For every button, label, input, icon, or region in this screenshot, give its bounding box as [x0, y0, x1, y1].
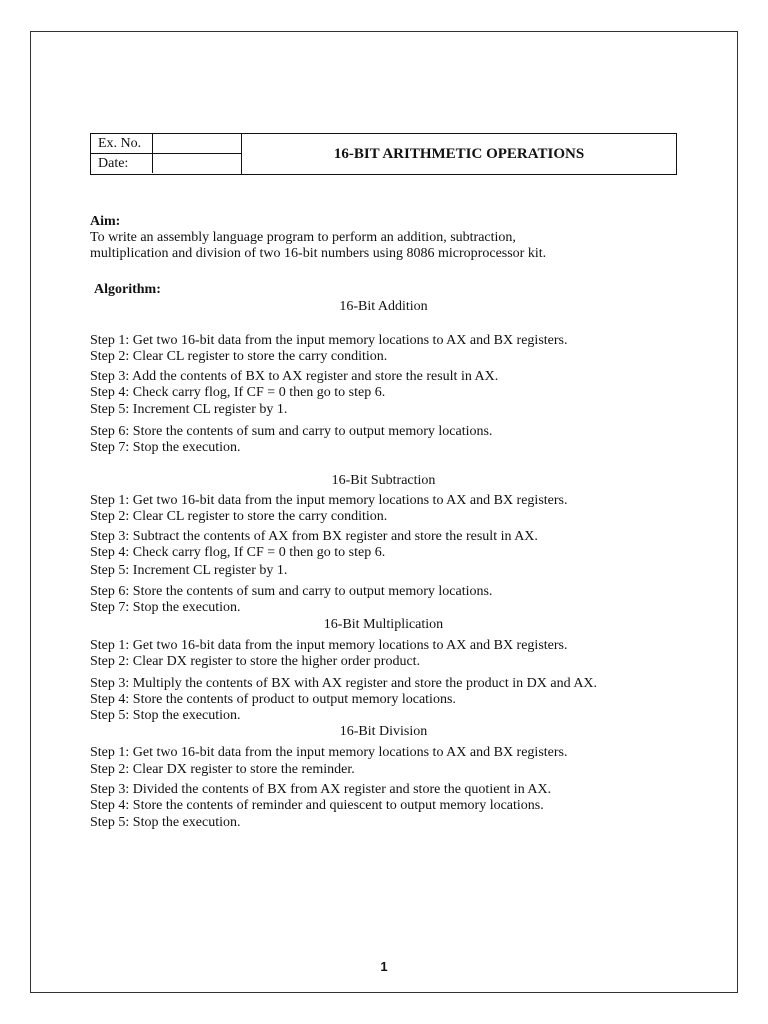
division-step-2: Step 2: Clear DX register to store the reminder.	[90, 762, 355, 777]
addition-step-3: Step 3: Add the contents of BX to AX register and store the result in AX.	[90, 369, 499, 384]
section-title-multiplication: 16-Bit Multiplication	[323, 617, 444, 632]
aim-line-2: multiplication and division of two 16-bit numbers using 8086 microprocessor kit.	[90, 246, 547, 261]
aim-line-1: To write an assembly language program to perform an addition, subtraction,	[90, 230, 516, 245]
algorithm-heading: Algorithm:	[94, 282, 161, 297]
subtraction-step-5: Step 5: Increment CL register by 1.	[90, 563, 288, 578]
ex-no-label: Ex. No.	[98, 136, 142, 151]
section-title-addition: 16-Bit Addition	[339, 299, 428, 314]
addition-step-2: Step 2: Clear CL register to store the carry condition.	[90, 349, 388, 364]
addition-step-4: Step 4: Check carry flog, If CF = 0 then go to step 6.	[90, 385, 386, 400]
ex-no-row	[91, 134, 242, 154]
date-row	[91, 154, 242, 174]
section-title-subtraction: 16-Bit Subtraction	[331, 473, 436, 488]
multiplication-step-4: Step 4: Store the contents of product to output memory locations.	[90, 692, 456, 707]
ex-no-value-divider	[152, 134, 153, 153]
subtraction-step-7: Step 7: Stop the execution.	[90, 600, 241, 615]
division-step-4: Step 4: Store the contents of reminder and quiescent to output memory locations.	[90, 798, 544, 813]
date-label: Date:	[98, 156, 129, 171]
division-step-5: Step 5: Stop the execution.	[90, 815, 241, 830]
division-step-3: Step 3: Divided the contents of BX from AX register and store the quotient in AX.	[90, 782, 552, 797]
subtraction-step-2: Step 2: Clear CL register to store the carry condition.	[90, 509, 388, 524]
addition-step-5: Step 5: Increment CL register by 1.	[90, 402, 288, 417]
subtraction-step-6: Step 6: Store the contents of sum and carry to output memory locations.	[90, 584, 493, 599]
date-value-divider	[152, 154, 153, 173]
subtraction-step-3: Step 3: Subtract the contents of AX from BX register and store the result in AX.	[90, 529, 538, 544]
page-title: 16-BIT ARITHMETIC OPERATIONS	[333, 146, 585, 162]
division-step-1: Step 1: Get two 16-bit data from the input memory locations to AX and BX registers.	[90, 745, 568, 760]
addition-step-6: Step 6: Store the contents of sum and carry to output memory locations.	[90, 424, 493, 439]
addition-step-1: Step 1: Get two 16-bit data from the input memory locations to AX and BX registers.	[90, 333, 568, 348]
subtraction-step-4: Step 4: Check carry flog, If CF = 0 then go to step 6.	[90, 545, 386, 560]
exercise-info-cell	[91, 134, 242, 174]
multiplication-step-1: Step 1: Get two 16-bit data from the input memory locations to AX and BX registers.	[90, 638, 568, 653]
aim-heading: Aim:	[90, 214, 121, 229]
multiplication-step-2: Step 2: Clear DX register to store the higher order product.	[90, 654, 421, 669]
addition-step-7: Step 7: Stop the execution.	[90, 440, 241, 455]
page-number: 1	[380, 959, 388, 974]
multiplication-step-5: Step 5: Stop the execution.	[90, 708, 241, 723]
multiplication-step-3: Step 3: Multiply the contents of BX with AX register and store the product in DX and AX.	[90, 676, 598, 691]
header-table	[90, 133, 677, 175]
section-title-division: 16-Bit Division	[339, 724, 428, 739]
subtraction-step-1: Step 1: Get two 16-bit data from the input memory locations to AX and BX registers.	[90, 493, 568, 508]
